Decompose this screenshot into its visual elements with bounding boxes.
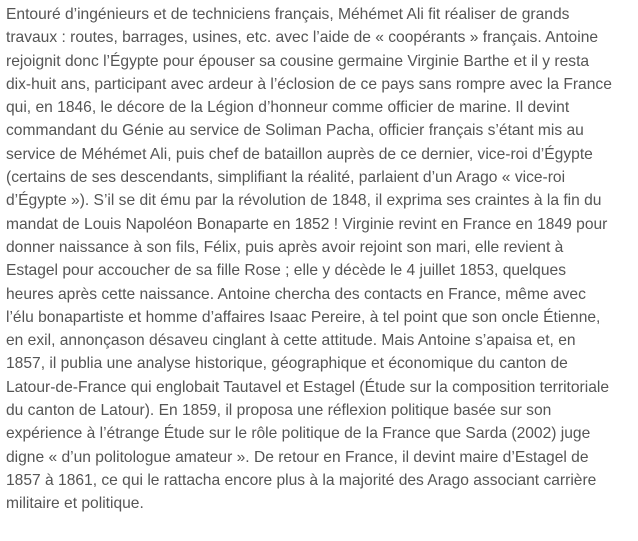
paragraph-line: expérience à l’étrange Étude sur le rôle politique de la France que Sarda (2002) juge	[6, 425, 591, 443]
paragraph-line: qui, en 1846, le décore de la Légion d’honneur comme officier de marine. Il devint	[6, 99, 570, 117]
paragraph-line: 1857, il publia une analyse historique, géographique et économique du canton de	[6, 355, 568, 373]
paragraph-line: Latour-de-France qui englobait Tautavel et Estagel (Étude sur la composition territoriale	[6, 378, 610, 396]
paragraph-line: service de Méhémet Ali, puis chef de bataillon auprès de ce dernier, vice-roi d’Égypte	[6, 145, 593, 163]
paragraph-line: travaux : routes, barrages, usines, etc. avec l’aide de « coopérants » français. Antoine	[6, 29, 599, 47]
article-paragraph	[6, 3, 636, 516]
paragraph-line: du canton de Latour). En 1859, il proposa une réflexion politique basée sur son	[6, 402, 552, 420]
paragraph-line: donner naissance à son fils, Félix, puis après avoir rejoint son mari, elle revient à	[6, 238, 564, 256]
paragraph-line: mandat de Louis Napoléon Bonaparte en 1852 ! Virginie revint en France en 1849 pour	[6, 215, 608, 233]
paragraph-line: (certains de ses descendants, simplifiant la réalité, parlaient d’un Arago « vice-roi	[6, 169, 566, 187]
paragraph-line: heures après cette naissance. Antoine chercha des contacts en France, même avec	[6, 285, 586, 303]
paragraph-line: 1857 à 1861, ce qui le rattacha encore plus à la majorité des Arago associant carrière	[6, 471, 597, 489]
paragraph-line: d’Égypte »). S’il se dit ému par la révolution de 1848, il exprima ses craintes à la fin du	[6, 192, 602, 210]
paragraph-line: rejoignit donc l’Égypte pour épouser sa cousine germaine Virginie Barthe et il y resta	[6, 52, 590, 70]
paragraph-line: dix-huit ans, participant avec ardeur à l’éclosion de ce pays sans rompre avec la France	[6, 75, 612, 93]
paragraph-line: l’élu bonapartiste et homme d’affaires Isaac Pereire, à tel point que son oncle Étienne,	[6, 308, 601, 326]
paragraph-line: Estagel pour accoucher de sa fille Rose ; elle y décède le 4 juillet 1853, quelques	[6, 262, 566, 280]
paragraph-line: en exil, annonçason désaveu cinglant à cette attitude. Mais Antoine s’apaisa et, en	[6, 332, 576, 350]
paragraph-line: digne « d’un politologue amateur ». De retour en France, il devint maire d’Estagel de	[6, 448, 589, 466]
paragraph-line: commandant du Génie au service de Soliman Pacha, officier français s’étant mis au	[6, 122, 584, 140]
paragraph-line: Entouré d’ingénieurs et de techniciens français, Méhémet Ali fit réaliser de grands	[6, 6, 570, 23]
paragraph-line: militaire et politique.	[6, 495, 144, 513]
